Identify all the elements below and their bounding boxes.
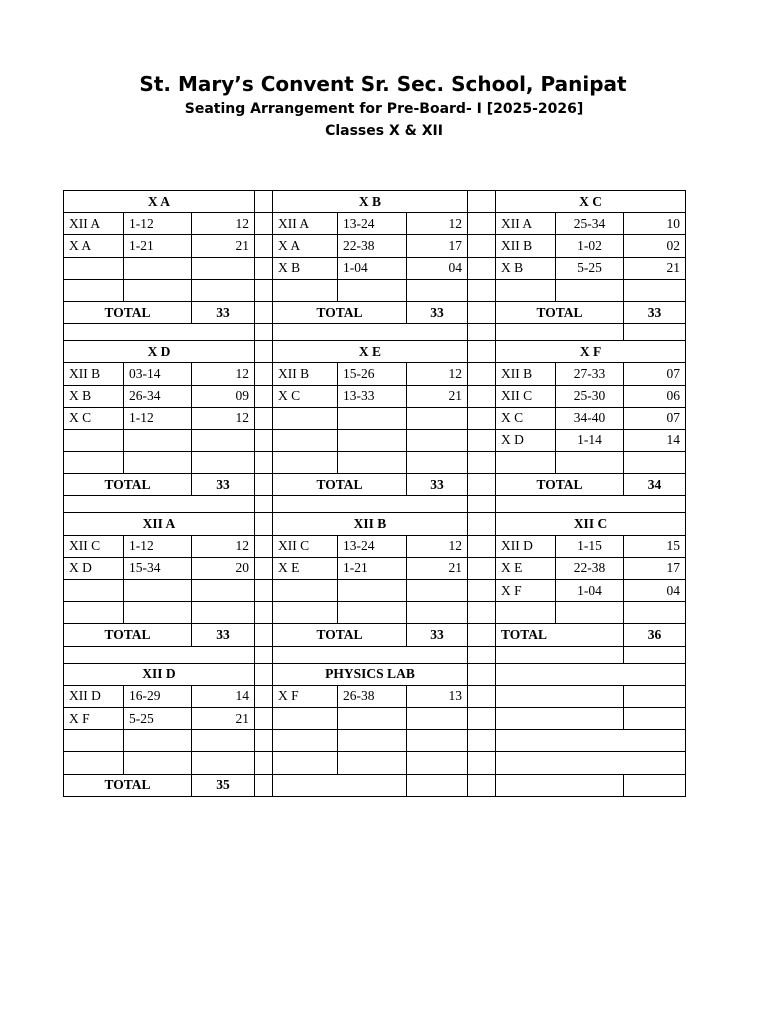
total-label: TOTAL <box>64 774 192 796</box>
total-value-xe: 33 <box>407 474 468 496</box>
gap-cell <box>255 774 273 796</box>
room-title-xiid: XII D <box>64 663 255 685</box>
total-label: TOTAL <box>496 624 624 646</box>
gap-cell <box>468 407 496 429</box>
count-cell: 10 <box>624 213 686 235</box>
gap-cell <box>468 685 496 707</box>
class-cell: X F <box>273 685 338 707</box>
total-value-xiic: 36 <box>624 624 686 646</box>
count-cell: 04 <box>624 580 686 602</box>
table-row <box>64 580 686 602</box>
class-cell: XII C <box>64 535 124 557</box>
roll-cell: 13-24 <box>338 213 407 235</box>
roll-cell: 13-33 <box>338 385 407 407</box>
count-cell: 07 <box>624 363 686 385</box>
class-cell: X F <box>496 580 556 602</box>
class-cell: XII C <box>496 385 556 407</box>
count-cell: 20 <box>192 557 255 579</box>
gap-cell <box>468 191 496 213</box>
class-cell: XII C <box>273 535 338 557</box>
gap-cell <box>468 580 496 602</box>
school-name: St. Mary’s Convent Sr. Sec. School, Panipat <box>139 72 627 96</box>
total-value-xiia: 33 <box>192 624 255 646</box>
count-cell: 09 <box>192 385 255 407</box>
roll-cell: 34-40 <box>556 407 624 429</box>
class-cell: X F <box>64 707 124 729</box>
table-row <box>64 385 686 407</box>
gap-cell <box>468 730 496 752</box>
class-cell: XII A <box>64 213 124 235</box>
table-row <box>64 602 686 624</box>
count-cell: 17 <box>407 235 468 257</box>
roll-cell: 15-34 <box>124 557 192 579</box>
room-title-xiib: XII B <box>273 513 468 535</box>
gap-cell <box>468 774 496 796</box>
gap-cell <box>255 535 273 557</box>
gap-cell <box>255 341 273 363</box>
room-header-row <box>64 663 686 685</box>
roll-cell: 25-34 <box>556 213 624 235</box>
table-row <box>64 707 686 729</box>
gap-cell <box>468 752 496 774</box>
class-cell: XII B <box>64 363 124 385</box>
gap-cell <box>468 363 496 385</box>
count-cell: 12 <box>192 535 255 557</box>
gap-cell <box>255 580 273 602</box>
count-cell: 06 <box>624 385 686 407</box>
room-title-xiia: XII A <box>64 513 255 535</box>
roll-cell: 25-30 <box>556 385 624 407</box>
gap-cell <box>255 257 273 279</box>
count-cell: 12 <box>192 363 255 385</box>
roll-cell: 26-38 <box>338 685 407 707</box>
count-cell: 12 <box>192 213 255 235</box>
count-cell: 21 <box>407 557 468 579</box>
count-cell: 15 <box>624 535 686 557</box>
gap-cell <box>468 257 496 279</box>
gap-cell <box>255 235 273 257</box>
class-cell: X C <box>273 385 338 407</box>
roll-cell: 16-29 <box>124 685 192 707</box>
roll-cell: 15-26 <box>338 363 407 385</box>
class-cell: XII A <box>496 213 556 235</box>
total-label: TOTAL <box>273 301 407 323</box>
class-cell: X C <box>64 407 124 429</box>
room-title-xf: X F <box>496 341 686 363</box>
spacer-row <box>64 324 686 341</box>
gap-cell <box>255 301 273 323</box>
class-cell: X C <box>496 407 556 429</box>
class-cell: X A <box>273 235 338 257</box>
room-header-row <box>64 191 686 213</box>
class-cell: X A <box>64 235 124 257</box>
gap-cell <box>468 663 496 685</box>
gap-cell <box>468 429 496 451</box>
count-cell: 12 <box>407 363 468 385</box>
total-value-xa: 33 <box>192 301 255 323</box>
roll-cell: 13-24 <box>338 535 407 557</box>
gap-cell <box>255 752 273 774</box>
total-value-xiib: 33 <box>407 624 468 646</box>
roll-cell: 1-12 <box>124 535 192 557</box>
count-cell: 14 <box>624 429 686 451</box>
gap-cell <box>468 513 496 535</box>
classes-label: Classes X & XII <box>325 123 443 139</box>
roll-cell: 27-33 <box>556 363 624 385</box>
gap-cell <box>255 730 273 752</box>
document-subtitle: Seating Arrangement for Pre-Board- I [2025-2026] <box>184 101 584 117</box>
total-value-xc: 33 <box>624 301 686 323</box>
count-cell: 04 <box>407 257 468 279</box>
gap-cell <box>255 624 273 646</box>
count-cell: 07 <box>624 407 686 429</box>
room-title-xb: X B <box>273 191 468 213</box>
class-cell: XII B <box>496 235 556 257</box>
table-row <box>64 452 686 474</box>
roll-cell: 22-38 <box>556 557 624 579</box>
table-row <box>64 257 686 279</box>
class-cell: X B <box>496 257 556 279</box>
roll-cell: 5-25 <box>124 707 192 729</box>
count-cell: 13 <box>407 685 468 707</box>
gap-cell <box>468 602 496 624</box>
gap-cell <box>255 385 273 407</box>
table-row <box>64 213 686 235</box>
class-cell: XII D <box>64 685 124 707</box>
room-title-xe: X E <box>273 341 468 363</box>
count-cell: 17 <box>624 557 686 579</box>
room-title-xd: X D <box>64 341 255 363</box>
count-cell: 02 <box>624 235 686 257</box>
gap-cell <box>255 279 273 301</box>
total-row <box>64 301 686 323</box>
seating-table <box>63 190 686 797</box>
gap-cell <box>468 279 496 301</box>
gap-cell <box>255 429 273 451</box>
roll-cell: 1-21 <box>124 235 192 257</box>
gap-cell <box>255 707 273 729</box>
count-cell: 12 <box>407 535 468 557</box>
gap-cell <box>255 474 273 496</box>
total-label: TOTAL <box>496 474 624 496</box>
gap-cell <box>255 663 273 685</box>
total-label: TOTAL <box>64 624 192 646</box>
roll-cell: 1-04 <box>338 257 407 279</box>
roll-cell: 5-25 <box>556 257 624 279</box>
room-title-xc: X C <box>496 191 686 213</box>
class-cell: XII D <box>496 535 556 557</box>
gap-cell <box>255 363 273 385</box>
roll-cell: 1-21 <box>338 557 407 579</box>
class-cell: XII B <box>496 363 556 385</box>
gap-cell <box>255 513 273 535</box>
gap-cell <box>255 452 273 474</box>
count-cell: 14 <box>192 685 255 707</box>
total-label: TOTAL <box>496 301 624 323</box>
count-cell: 21 <box>192 707 255 729</box>
count-cell: 12 <box>192 407 255 429</box>
class-cell: X B <box>273 257 338 279</box>
gap-cell <box>468 213 496 235</box>
table-row <box>64 363 686 385</box>
gap-cell <box>255 213 273 235</box>
room-title-xa: X A <box>64 191 255 213</box>
gap-cell <box>255 407 273 429</box>
table-row <box>64 279 686 301</box>
gap-cell <box>468 385 496 407</box>
count-cell: 12 <box>407 213 468 235</box>
class-cell: XII A <box>273 213 338 235</box>
total-value-xb: 33 <box>407 301 468 323</box>
spacer-row <box>64 646 686 663</box>
roll-cell: 1-12 <box>124 407 192 429</box>
table-row <box>64 235 686 257</box>
document-header <box>0 70 768 142</box>
roll-cell: 22-38 <box>338 235 407 257</box>
roll-cell: 26-34 <box>124 385 192 407</box>
roll-cell: 03-14 <box>124 363 192 385</box>
total-value-xf: 34 <box>624 474 686 496</box>
table-row <box>64 730 686 752</box>
table-row <box>64 429 686 451</box>
roll-cell: 1-04 <box>556 580 624 602</box>
class-cell: X B <box>64 385 124 407</box>
class-cell: X E <box>496 557 556 579</box>
spacer-row <box>64 496 686 513</box>
gap-cell <box>468 341 496 363</box>
class-cell: XII B <box>273 363 338 385</box>
roll-cell: 1-14 <box>556 429 624 451</box>
room-header-row <box>64 513 686 535</box>
gap-cell <box>468 707 496 729</box>
gap-cell <box>468 535 496 557</box>
gap-cell <box>468 452 496 474</box>
total-row <box>64 624 686 646</box>
total-value-xiid: 35 <box>192 774 255 796</box>
roll-cell: 1-02 <box>556 235 624 257</box>
table-row <box>64 407 686 429</box>
total-value-xd: 33 <box>192 474 255 496</box>
table-row <box>64 535 686 557</box>
gap-cell <box>468 624 496 646</box>
class-cell: X D <box>496 429 556 451</box>
room-header-row <box>64 341 686 363</box>
gap-cell <box>468 235 496 257</box>
class-cell: X E <box>273 557 338 579</box>
count-cell: 21 <box>407 385 468 407</box>
total-row <box>64 474 686 496</box>
gap-cell <box>255 557 273 579</box>
roll-cell: 1-12 <box>124 213 192 235</box>
gap-cell <box>255 602 273 624</box>
gap-cell <box>468 301 496 323</box>
total-label: TOTAL <box>273 624 407 646</box>
gap-cell <box>468 557 496 579</box>
total-label: TOTAL <box>64 474 192 496</box>
room-title-physics-lab: PHYSICS LAB <box>273 663 468 685</box>
table-row <box>64 557 686 579</box>
table-row <box>64 685 686 707</box>
total-label: TOTAL <box>64 301 192 323</box>
count-cell: 21 <box>192 235 255 257</box>
gap-cell <box>255 191 273 213</box>
gap-cell <box>468 474 496 496</box>
count-cell: 21 <box>624 257 686 279</box>
gap-cell <box>255 685 273 707</box>
table-row <box>64 752 686 774</box>
class-cell: X D <box>64 557 124 579</box>
total-row <box>64 774 686 796</box>
room-title-xiic: XII C <box>496 513 686 535</box>
total-label: TOTAL <box>273 474 407 496</box>
roll-cell: 1-15 <box>556 535 624 557</box>
